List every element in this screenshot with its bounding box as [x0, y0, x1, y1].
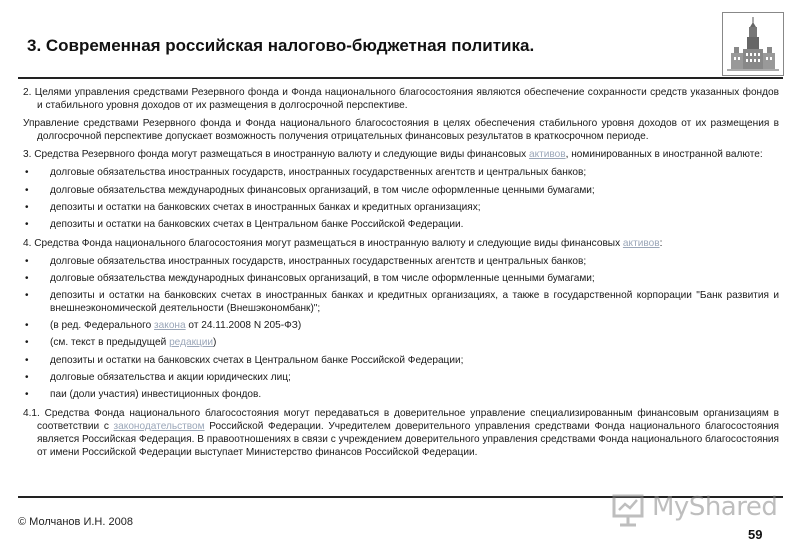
text: (см. текст в предыдущей: [50, 337, 170, 349]
watermark: [612, 488, 777, 528]
law-link[interactable]: закона: [154, 320, 186, 332]
page-number: 59: [748, 527, 763, 542]
text: (в ред. Федерального: [50, 320, 155, 332]
paragraph-goals: 2. Целями управления средствами Резервного фонда и Фонда национального благосостояния являются обеспечение сохранности средств указанных фондов и стабильного уровня доходов от их размещения в долгосрочной перспективе.: [23, 87, 779, 112]
text: от 24.11.2008 N 205-ФЗ): [185, 320, 302, 332]
presentation-icon: [612, 490, 650, 528]
top-divider: [18, 77, 783, 79]
list-item: • паи (доли участия) инвестиционных фондов.: [23, 388, 779, 401]
text: ): [213, 337, 217, 349]
list-item: • депозиты и остатки на банковских счетах в Центральном банке Российской Федерации.: [23, 218, 779, 231]
slide-body: [23, 86, 779, 464]
assets-link[interactable]: активов: [528, 149, 566, 161]
list-item: • долговые обязательства международных финансовых организаций, в том числе оформленные ценными бумагами;: [23, 184, 779, 197]
university-building-logo: [722, 12, 784, 76]
list-item: • долговые обязательства международных финансовых организаций, в том числе оформленные ценными бумагами;: [23, 272, 779, 285]
paragraph-wealth-fund: [23, 237, 779, 250]
text: Российской Федерации. Учредителем доверительного управления средствами Фонда национального благосостояния является Российская Федерация. В правоотношениях в связи с учреждением доверительного управления средствами Фонда национального благосостояния от имени Российской Федерации выступает Министерство финансов Российской Федерации.: [37, 420, 779, 459]
legislation-link[interactable]: законодательством: [113, 420, 205, 432]
list-item: • долговые обязательства и акции юридических лиц;: [23, 371, 779, 384]
paragraph-reserve-fund: [23, 148, 779, 161]
list-item: • депозиты и остатки на банковских счетах в иностранных банках и кредитных организациях;: [23, 201, 779, 214]
footer-author: © Молчанов И.Н. 2008: [18, 516, 133, 528]
list-item: • депозиты и остатки на банковских счетах в иностранных банках и кредитных организациях, а также в государственной корпорации "Банк развития и внешнеэкономической деятельности (Внешэкономбанк)";: [23, 289, 779, 315]
list-item: • долговые обязательства иностранных государств, иностранных государственных агентств и центральных банков;: [23, 166, 779, 179]
paragraph-management: Управление средствами Резервного фонда и Фонда национального благосостояния в целях обеспечения стабильного уровня доходов от их размещения в долгосрочной перспективе допускает возможность получения отрицательных финансовых результатов в краткосрочном периоде.: [23, 118, 779, 143]
list-item: • депозиты и остатки на банковских счетах в Центральном банке Российской Федерации;: [23, 354, 779, 367]
text: 3. Средства Резервного фонда могут размещаться в иностранную валюту и следующие виды финансовых: [23, 149, 529, 161]
text: :: [659, 237, 663, 249]
list-item: • долговые обязательства иностранных государств, иностранных государственных агентств и центральных банков;: [23, 255, 779, 268]
text: 4.1. Средства Фонда национального благосостояния могут передаваться в доверительное управление специализированным финансовым организациям в соответствии с: [23, 407, 779, 432]
slide-title: 3. Современная российская налогово-бюджетная политика.: [27, 36, 535, 55]
list-item: [23, 319, 779, 332]
text: , номинированных в иностранной валюте:: [565, 149, 763, 161]
list-item: [23, 336, 779, 349]
paragraph-trust-management: [23, 407, 779, 459]
assets-link[interactable]: активов: [622, 237, 660, 249]
edition-link[interactable]: редакции: [169, 337, 214, 349]
watermark-text: MyShared: [652, 492, 778, 522]
text: 4. Средства Фонда национального благосостояния могут размещаться в иностранную валюту и следующие виды финансовых: [23, 237, 623, 249]
